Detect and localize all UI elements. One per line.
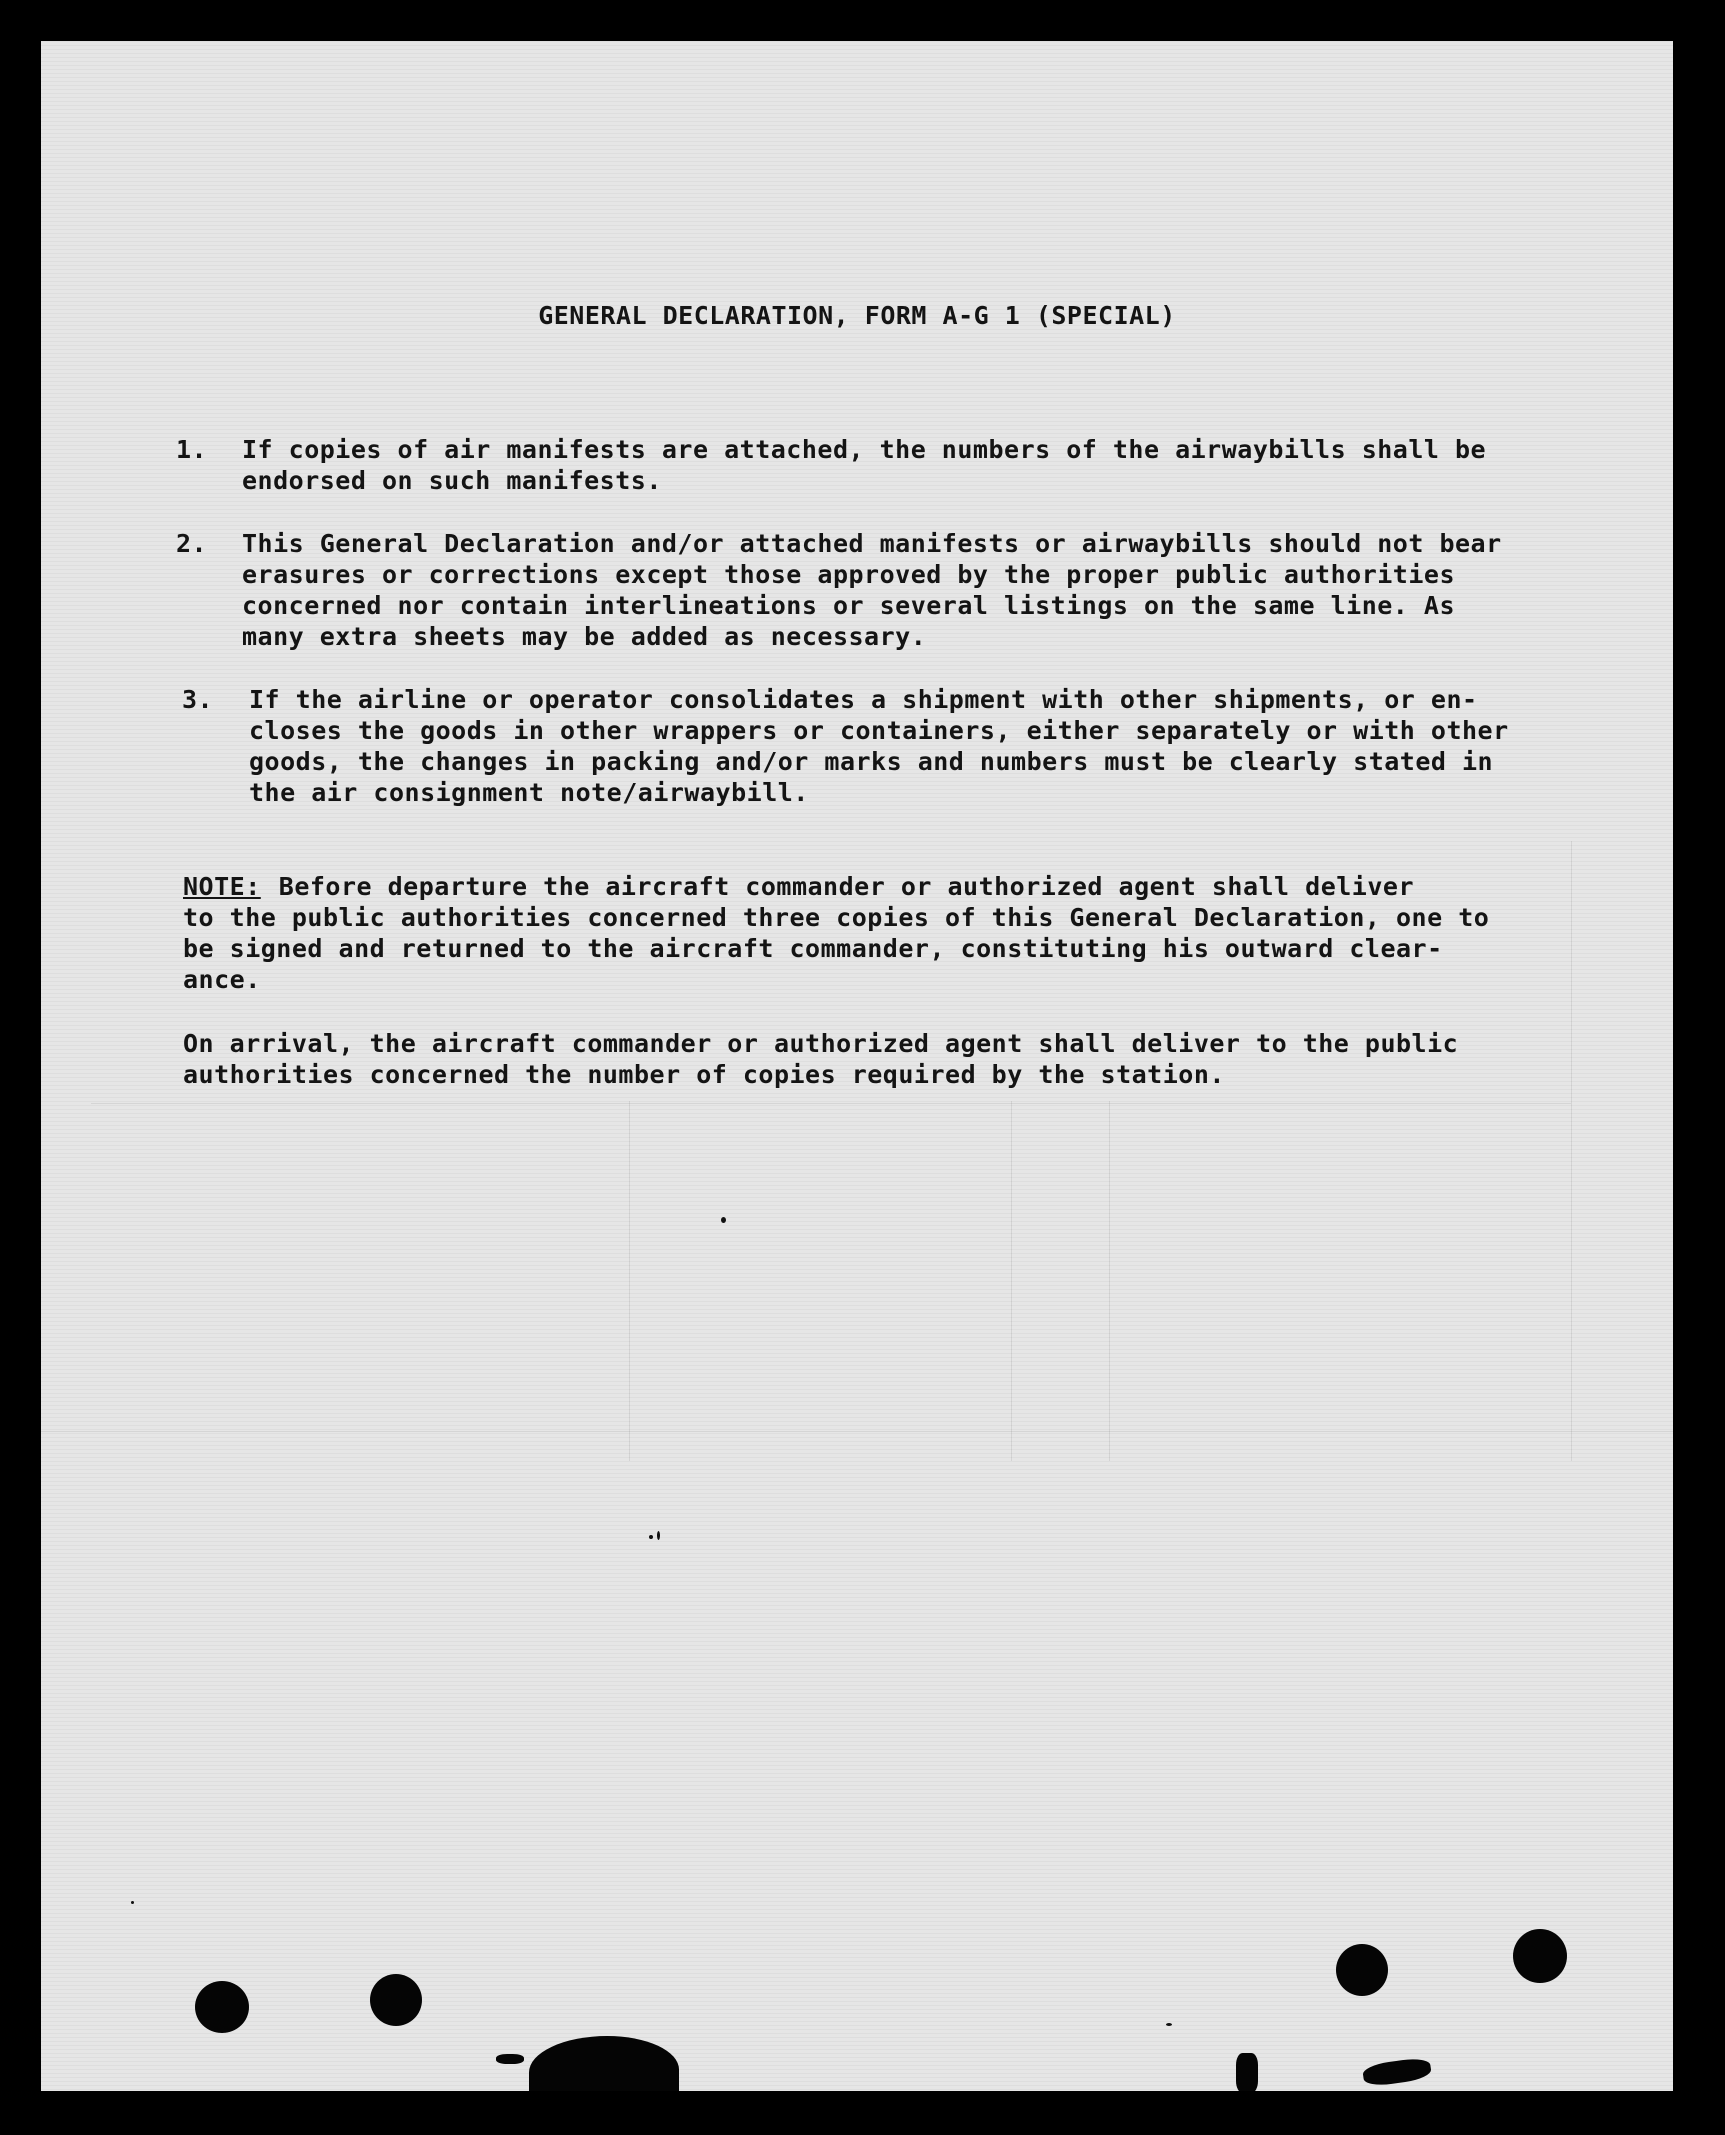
note-text: Before departure the aircraft commander or authorized agent shall deliver to the public authorities concerned three copies of this General Declaration, one to be signed and returned to the aircraft commander, constituting his outward clear- ance. [183, 872, 1490, 994]
ink-blot [1236, 2053, 1258, 2091]
punch-hole [195, 1981, 249, 2033]
list-item [176, 434, 1571, 496]
list-item [176, 528, 1571, 652]
bleed-through-rule [629, 1101, 630, 1461]
bleed-through-rule [91, 1103, 1571, 1104]
ink-blot [1362, 2056, 1432, 2087]
note-label: NOTE: [183, 872, 261, 901]
ink-speck [721, 1217, 726, 1223]
item-text: If copies of air manifests are attached, the numbers of the airwaybills shall be endorsed on such manifests. [242, 435, 1487, 495]
list-item [176, 684, 1571, 808]
item-text: This General Declaration and/or attached manifests or airwaybills should not bear erasures or corrections except those approved by the proper public authorities concerned nor contain interlineations or several listings on the same line. As many extra sheets may be added as necessary. [242, 529, 1502, 651]
ink-speck [1166, 2023, 1172, 2026]
ink-blot [496, 2054, 524, 2064]
punch-hole [1513, 1929, 1567, 1983]
ink-speck [649, 1535, 653, 1539]
punch-hole [370, 1974, 422, 2026]
ink-speck [131, 1901, 134, 1904]
bleed-through-rule [41, 1431, 1673, 1432]
ink-speck [657, 1531, 660, 1540]
item-text: If the airline or operator consolidates a shipment with other shipments, or en- closes the goods in other wrappers or containers, either separately or with other goods, the changes in packing and/or marks and numbers must be clearly stated in the air consignment note/airwaybill. [249, 685, 1509, 807]
note-paragraph [183, 871, 1575, 995]
bleed-through-rule [1109, 1101, 1110, 1461]
document-title: GENERAL DECLARATION, FORM A-G 1 (SPECIAL) [538, 301, 1176, 330]
item-number: 3. [182, 685, 214, 714]
item-number: 2. [176, 529, 208, 558]
document-page [41, 41, 1673, 2091]
arrival-paragraph: On arrival, the aircraft commander or authorized agent shall deliver to the public authorities concerned the number of copies required by the station. [183, 1029, 1459, 1089]
bleed-through-rule [1011, 1101, 1012, 1461]
ink-blot [529, 2036, 679, 2091]
item-number: 1. [176, 435, 208, 464]
punch-hole [1336, 1944, 1388, 1996]
